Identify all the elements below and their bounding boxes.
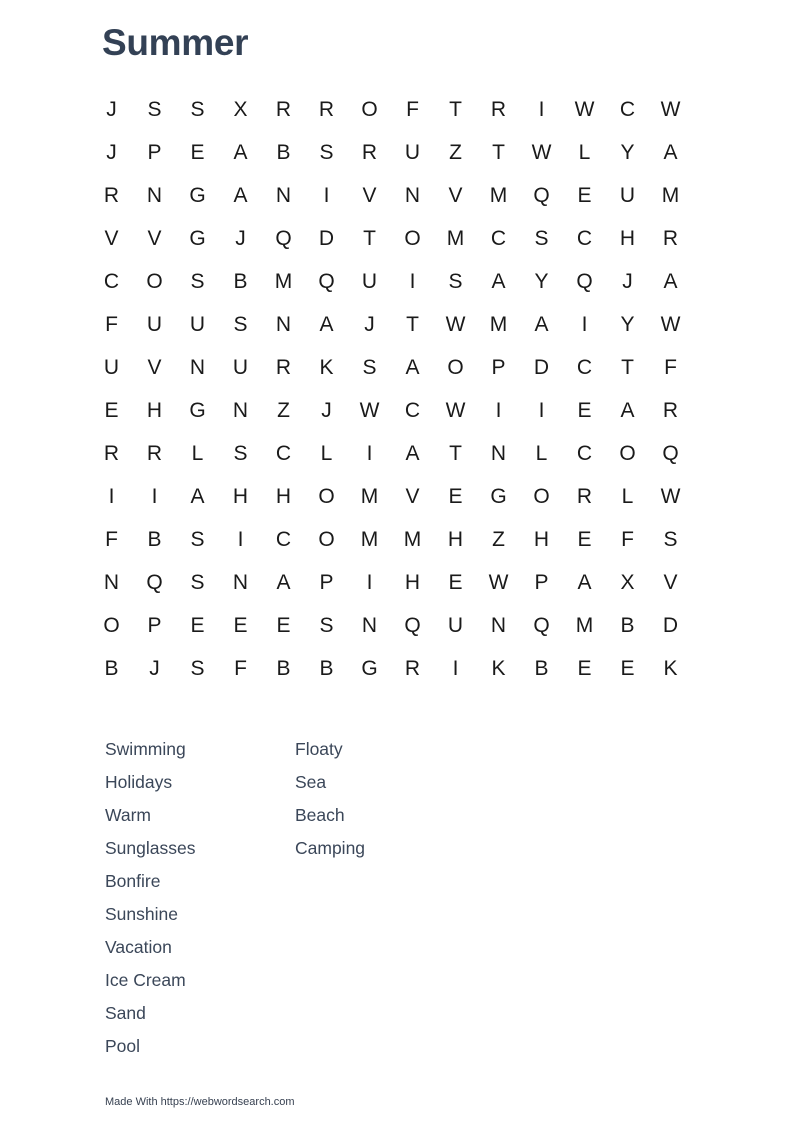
grid-cell: T <box>406 312 419 336</box>
grid-cell: Q <box>275 226 292 250</box>
grid-cell: C <box>576 441 593 465</box>
grid-cell: C <box>576 226 593 250</box>
grid-cell: E <box>190 613 205 637</box>
grid-cell: M <box>403 527 422 551</box>
grid-cell: X <box>620 570 635 594</box>
grid-cell: F <box>105 527 118 551</box>
grid-cell: Z <box>492 527 505 551</box>
grid-cell: A <box>534 312 549 336</box>
grid-cell: O <box>318 484 335 508</box>
grid-cell: O <box>103 613 120 637</box>
grid-cell: C <box>490 226 507 250</box>
word-list <box>105 735 485 1065</box>
grid-cell: H <box>404 570 421 594</box>
grid-cell: I <box>108 484 115 508</box>
grid-cell: E <box>448 484 463 508</box>
grid-cell: U <box>404 140 421 164</box>
grid-cell: I <box>151 484 158 508</box>
grid-cell: N <box>490 441 507 465</box>
grid-cell: F <box>234 656 247 680</box>
grid-cell: W <box>574 97 595 121</box>
grid-row <box>90 518 692 561</box>
grid-cell: E <box>620 656 635 680</box>
grid-cell: R <box>404 656 421 680</box>
grid-cell: E <box>577 398 592 422</box>
grid-cell: J <box>321 398 332 422</box>
grid-cell: S <box>147 97 162 121</box>
grid-cell: A <box>405 441 420 465</box>
grid-cell: W <box>531 140 552 164</box>
grid-cell: F <box>105 312 118 336</box>
grid-cell: H <box>533 527 550 551</box>
grid-cell: F <box>664 355 677 379</box>
grid-cell: M <box>489 312 508 336</box>
grid-cell: U <box>619 183 636 207</box>
grid-cell: G <box>189 183 206 207</box>
grid-cell: Q <box>662 441 679 465</box>
grid-cell: E <box>448 570 463 594</box>
grid-cell: K <box>319 355 334 379</box>
grid-cell: Q <box>318 269 335 293</box>
grid-cell: U <box>146 312 163 336</box>
word-list-item: Sea <box>295 772 327 792</box>
grid-cell: M <box>489 183 508 207</box>
grid-cell: E <box>190 140 205 164</box>
grid-cell: C <box>404 398 421 422</box>
grid-cell: U <box>232 355 249 379</box>
grid-cell: G <box>490 484 507 508</box>
grid-cell: H <box>146 398 163 422</box>
grid-cell: Y <box>620 140 635 164</box>
grid-row <box>90 217 692 260</box>
grid-cell: L <box>191 441 204 465</box>
grid-cell: I <box>538 398 545 422</box>
footer-credit: Made With https://webwordsearch.com <box>105 1096 295 1108</box>
grid-cell: C <box>275 527 292 551</box>
grid-cell: E <box>276 613 291 637</box>
grid-cell: W <box>488 570 509 594</box>
grid-cell: V <box>104 226 119 250</box>
grid-cell: B <box>319 656 334 680</box>
grid-cell: A <box>233 140 248 164</box>
grid-cell: E <box>577 183 592 207</box>
word-list-item: Swimming <box>105 739 186 759</box>
grid-cell: I <box>323 183 330 207</box>
grid-cell: I <box>409 269 416 293</box>
grid-cell: X <box>233 97 248 121</box>
grid-cell: N <box>275 312 292 336</box>
grid-cell: I <box>495 398 502 422</box>
grid-cell: B <box>534 656 549 680</box>
grid-cell: A <box>190 484 205 508</box>
word-list-item: Sunshine <box>105 904 178 924</box>
grid-cell: R <box>146 441 163 465</box>
grid-cell: P <box>491 355 506 379</box>
grid-cell: L <box>621 484 634 508</box>
grid-cell: S <box>190 656 205 680</box>
grid-cell: P <box>319 570 334 594</box>
grid-cell: Q <box>146 570 163 594</box>
grid-cell: R <box>490 97 507 121</box>
grid-cell: V <box>448 183 463 207</box>
grid-cell: O <box>447 355 464 379</box>
grid-cell: N <box>361 613 378 637</box>
grid-cell: S <box>319 613 334 637</box>
grid-cell: W <box>660 312 681 336</box>
grid-cell: R <box>103 441 120 465</box>
word-list-item: Floaty <box>295 739 343 759</box>
grid-row <box>90 475 692 518</box>
grid-cell: T <box>363 226 376 250</box>
grid-cell: S <box>190 570 205 594</box>
grid-cell: A <box>233 183 248 207</box>
grid-cell: A <box>663 269 678 293</box>
page-title: Summer <box>102 22 249 63</box>
grid-cell: S <box>233 312 248 336</box>
grid-cell: H <box>447 527 464 551</box>
word-list-item: Holidays <box>105 772 173 792</box>
grid-row <box>90 647 692 690</box>
grid-cell: J <box>364 312 375 336</box>
grid-cell: M <box>274 269 293 293</box>
grid-cell: Q <box>533 183 550 207</box>
grid-cell: A <box>405 355 420 379</box>
grid-cell: F <box>621 527 634 551</box>
grid-cell: S <box>190 527 205 551</box>
grid-cell: R <box>662 226 679 250</box>
grid-cell: I <box>237 527 244 551</box>
grid-cell: H <box>619 226 636 250</box>
word-list-item: Beach <box>295 805 345 825</box>
grid-cell: R <box>275 355 292 379</box>
grid-cell: U <box>361 269 378 293</box>
grid-row <box>90 389 692 432</box>
grid-row <box>90 561 692 604</box>
grid-cell: I <box>538 97 545 121</box>
grid-cell: W <box>445 398 466 422</box>
grid-row <box>90 303 692 346</box>
grid-cell: S <box>362 355 377 379</box>
grid-cell: O <box>533 484 550 508</box>
grid-cell: S <box>448 269 463 293</box>
grid-cell: B <box>104 656 119 680</box>
grid-cell: O <box>361 97 378 121</box>
grid-cell: I <box>452 656 459 680</box>
grid-cell: E <box>577 656 592 680</box>
grid-cell: A <box>276 570 291 594</box>
grid-cell: Z <box>277 398 290 422</box>
grid-cell: E <box>577 527 592 551</box>
word-list-item: Ice Cream <box>105 970 186 990</box>
grid-cell: C <box>576 355 593 379</box>
grid-cell: S <box>190 97 205 121</box>
grid-cell: P <box>147 140 162 164</box>
grid-cell: M <box>661 183 680 207</box>
word-list-item: Camping <box>295 838 366 858</box>
word-list-item: Vacation <box>105 937 172 957</box>
grid-cell: Z <box>449 140 462 164</box>
grid-cell: R <box>103 183 120 207</box>
grid-cell: C <box>619 97 636 121</box>
grid-cell: U <box>103 355 120 379</box>
grid-cell: J <box>235 226 246 250</box>
grid-cell: U <box>189 312 206 336</box>
grid-cell: N <box>232 398 249 422</box>
word-list-column <box>105 735 295 1065</box>
grid-cell: N <box>103 570 120 594</box>
grid-cell: C <box>275 441 292 465</box>
grid-cell: W <box>359 398 380 422</box>
grid-cell: B <box>147 527 162 551</box>
grid-cell: M <box>360 527 379 551</box>
grid-cell: I <box>366 570 373 594</box>
grid-cell: S <box>233 441 248 465</box>
word-search-grid <box>90 88 692 690</box>
grid-cell: V <box>362 183 377 207</box>
grid-cell: L <box>578 140 591 164</box>
grid-row <box>90 131 692 174</box>
grid-cell: J <box>106 97 117 121</box>
grid-cell: W <box>660 97 681 121</box>
grid-row <box>90 432 692 475</box>
grid-cell: N <box>275 183 292 207</box>
grid-cell: E <box>233 613 248 637</box>
grid-cell: S <box>190 269 205 293</box>
grid-cell: W <box>660 484 681 508</box>
word-list-item: Sunglasses <box>105 838 196 858</box>
grid-cell: K <box>491 656 506 680</box>
grid-cell: G <box>189 226 206 250</box>
grid-cell: F <box>406 97 419 121</box>
grid-cell: C <box>103 269 120 293</box>
grid-cell: V <box>147 226 162 250</box>
grid-row <box>90 88 692 131</box>
grid-cell: H <box>275 484 292 508</box>
grid-row <box>90 174 692 217</box>
grid-cell: N <box>146 183 163 207</box>
grid-cell: T <box>449 97 462 121</box>
grid-cell: W <box>445 312 466 336</box>
grid-cell: D <box>318 226 335 250</box>
grid-row <box>90 604 692 647</box>
grid-cell: O <box>318 527 335 551</box>
grid-cell: D <box>662 613 679 637</box>
grid-cell: B <box>276 656 291 680</box>
grid-cell: M <box>446 226 465 250</box>
word-list-item: Pool <box>105 1036 141 1056</box>
grid-row <box>90 260 692 303</box>
grid-cell: M <box>575 613 594 637</box>
word-list-item: Warm <box>105 805 152 825</box>
grid-cell: T <box>621 355 634 379</box>
grid-cell: K <box>663 656 678 680</box>
grid-cell: R <box>662 398 679 422</box>
grid-cell: O <box>146 269 163 293</box>
grid-cell: T <box>492 140 505 164</box>
grid-row <box>90 346 692 389</box>
grid-cell: A <box>319 312 334 336</box>
grid-cell: R <box>318 97 335 121</box>
grid-cell: R <box>361 140 378 164</box>
grid-cell: R <box>275 97 292 121</box>
grid-cell: B <box>233 269 248 293</box>
grid-cell: B <box>620 613 635 637</box>
grid-cell: S <box>319 140 334 164</box>
grid-cell: M <box>360 484 379 508</box>
grid-cell: H <box>232 484 249 508</box>
grid-cell: N <box>490 613 507 637</box>
grid-cell: O <box>619 441 636 465</box>
grid-cell: D <box>533 355 550 379</box>
word-list-column <box>295 735 485 1065</box>
grid-cell: V <box>405 484 420 508</box>
grid-cell: I <box>581 312 588 336</box>
grid-cell: T <box>449 441 462 465</box>
grid-cell: L <box>320 441 333 465</box>
grid-cell: Q <box>533 613 550 637</box>
grid-cell: N <box>404 183 421 207</box>
grid-cell: O <box>404 226 421 250</box>
grid-cell: J <box>106 140 117 164</box>
grid-cell: G <box>361 656 378 680</box>
grid-cell: Q <box>576 269 593 293</box>
grid-cell: L <box>535 441 548 465</box>
grid-cell: A <box>577 570 592 594</box>
grid-cell: Q <box>404 613 421 637</box>
grid-cell: Y <box>534 269 549 293</box>
grid-cell: R <box>576 484 593 508</box>
grid-cell: S <box>534 226 549 250</box>
grid-cell: A <box>620 398 635 422</box>
grid-cell: S <box>663 527 678 551</box>
grid-cell: U <box>447 613 464 637</box>
grid-cell: V <box>147 355 162 379</box>
grid-cell: J <box>149 656 160 680</box>
grid-cell: A <box>491 269 506 293</box>
grid-cell: I <box>366 441 373 465</box>
word-list-item: Bonfire <box>105 871 161 891</box>
grid-cell: P <box>534 570 549 594</box>
grid-cell: N <box>189 355 206 379</box>
grid-cell: J <box>622 269 633 293</box>
grid-cell: B <box>276 140 291 164</box>
grid-cell: E <box>104 398 119 422</box>
grid-cell: P <box>147 613 162 637</box>
grid-cell: Y <box>620 312 635 336</box>
grid-cell: G <box>189 398 206 422</box>
grid-cell: V <box>663 570 678 594</box>
grid-cell: N <box>232 570 249 594</box>
word-list-item: Sand <box>105 1003 146 1023</box>
grid-cell: A <box>663 140 678 164</box>
